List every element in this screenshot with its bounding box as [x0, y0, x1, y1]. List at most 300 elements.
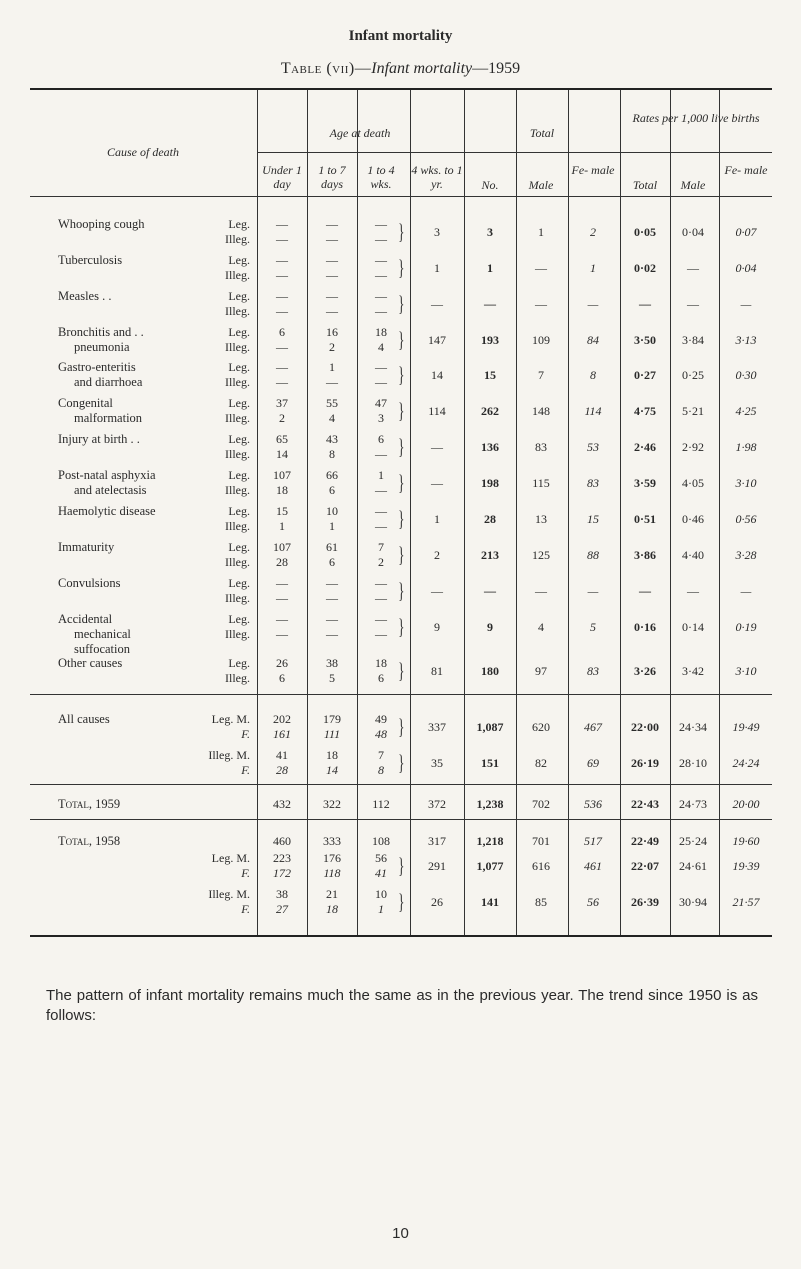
header-cause-of-death: Cause of death: [107, 145, 179, 159]
cell-rate-male: 0·14: [682, 620, 704, 634]
cell-total-male: 4: [538, 620, 544, 634]
cell-rate-male: —: [687, 261, 699, 275]
cause-name: Post-natal asphyxia: [58, 468, 156, 482]
cell-total-no: 1,087: [476, 720, 504, 734]
hline-total-subheader: [464, 152, 620, 153]
row-label-leg: Leg.: [228, 576, 250, 590]
cause-name: Other causes: [58, 656, 123, 670]
cell-illeg-w14: —: [375, 375, 387, 389]
row-label-illeg: Illeg.: [225, 483, 250, 497]
cell-1959-rate-male: 24·73: [679, 797, 707, 811]
cell-illeg-w14: 6: [378, 671, 384, 685]
page-heading: Infant mortality: [348, 28, 453, 44]
cell-1958-row-u1d: 172: [273, 866, 291, 880]
cell-total-female: 83: [587, 476, 599, 490]
cell-rate-total: 4·75: [633, 404, 656, 418]
row-label-illeg: Illeg.: [225, 232, 250, 246]
cell-1958-row-u1d: 223: [273, 851, 291, 865]
cell-1958-row-u1d: 27: [276, 902, 288, 916]
header-rates: Rates per 1,000 live births: [632, 111, 760, 125]
header-no: No.: [481, 178, 499, 192]
cell-1959-rate-female: 20·00: [732, 797, 760, 811]
cell-4wk-1yr: —: [431, 440, 443, 454]
header-male: Male: [528, 178, 554, 192]
cell-rate-male: 0·25: [682, 368, 704, 382]
cell-4wk-1yr: 114: [428, 404, 446, 418]
cell-rate-total: 22·07: [630, 859, 659, 873]
cell-all-u1d: 41: [276, 748, 288, 762]
hline-before-total-1959: [30, 784, 772, 785]
cell-all-d17: 111: [323, 727, 341, 741]
cause-name: Accidental: [58, 612, 113, 626]
cell-rate-female: 19·39: [732, 859, 760, 873]
cell-total-male: 82: [535, 756, 547, 770]
cell-leg-u1d: —: [276, 360, 288, 374]
cell-illeg-w14: 2: [378, 555, 384, 569]
cell-rate-total: 26·19: [630, 756, 659, 770]
cell-leg-u1d: —: [276, 253, 288, 267]
vline-1to4-4wk: [410, 90, 411, 935]
group-brace: }: [398, 506, 405, 531]
header-4wks-to-1yr: 4 wks. to 1 yr.: [411, 163, 463, 191]
cell-total-male: 115: [532, 476, 550, 490]
cell-total-male: 620: [532, 720, 550, 734]
cell-rate-male: 0·04: [682, 225, 704, 239]
cell-leg-d17: 38: [326, 656, 338, 670]
cause-name-cont: malformation: [74, 411, 143, 425]
row-label-leg: Leg.: [228, 540, 250, 554]
row-label-leg: Leg.: [228, 396, 250, 410]
cell-illeg-d17: —: [326, 304, 338, 318]
row-label-leg: Leg.: [228, 217, 250, 231]
cell-leg-w14: 6: [378, 432, 384, 446]
cell-leg-d17: 1: [329, 360, 335, 374]
cell-illeg-w14: —: [375, 627, 387, 641]
cell-all-d17: 14: [326, 763, 338, 777]
cell-rate-total: —: [639, 584, 651, 598]
cell-total-female: 88: [587, 548, 599, 562]
cell-1958-rate-total: 22·49: [630, 834, 659, 848]
row-label-leg: Leg.: [228, 325, 250, 339]
cell-leg-w14: 1: [378, 468, 384, 482]
cell-1958-row-d17: 18: [326, 902, 338, 916]
cause-name: Immaturity: [58, 540, 115, 554]
cell-1958-male: 701: [532, 834, 550, 848]
cell-rate-male: 2·92: [682, 440, 704, 454]
cell-rate-male: 3·42: [682, 664, 704, 678]
row-label-leg: Leg.: [228, 656, 250, 670]
cell-total-no: 9: [487, 620, 493, 634]
cause-name-cont: pneumonia: [74, 340, 130, 354]
group-brace: }: [398, 291, 405, 316]
table-caption-prefix: Table (vii)—: [280, 60, 372, 77]
cell-total-male: 97: [535, 664, 547, 678]
cell-all-w14: 49: [375, 712, 387, 726]
cell-1958-female: 517: [584, 834, 602, 848]
cell-illeg-u1d: —: [276, 304, 288, 318]
cell-illeg-u1d: 18: [276, 483, 288, 497]
cell-4wk-1yr: 14: [431, 368, 443, 382]
cell-total-no: 198: [481, 476, 499, 490]
cell-total-female: 461: [584, 859, 602, 873]
cell-4wk-1yr: 337: [428, 720, 446, 734]
cell-illeg-d17: —: [326, 375, 338, 389]
group-brace: }: [398, 889, 405, 914]
cell-illeg-d17: 5: [329, 671, 335, 685]
cause-name: Congenital: [58, 396, 113, 410]
cell-rate-male: 4·05: [682, 476, 704, 490]
row-label-sex: F.: [241, 866, 250, 880]
cell-total-male: —: [535, 584, 547, 598]
cell-leg-u1d: 37: [276, 396, 288, 410]
cell-4wk-1yr: 3: [434, 225, 440, 239]
cell-illeg-d17: —: [326, 268, 338, 282]
cell-illeg-d17: 8: [329, 447, 335, 461]
cell-total-female: 467: [584, 720, 602, 734]
row-label-sex: F.: [241, 727, 250, 741]
cell-4wk-1yr: 1: [434, 512, 440, 526]
group-brace: }: [398, 658, 405, 683]
cell-1959-w14: 112: [372, 797, 390, 811]
cell-leg-u1d: —: [276, 289, 288, 303]
cell-illeg-w14: —: [375, 591, 387, 605]
cell-rate-female: 3·10: [735, 664, 757, 678]
cell-total-male: —: [535, 261, 547, 275]
cell-total-female: 69: [587, 756, 599, 770]
cell-illeg-w14: —: [375, 447, 387, 461]
group-brace: }: [398, 398, 405, 423]
cell-rate-female: 1·98: [735, 440, 757, 454]
cell-1959-d17: 322: [323, 797, 341, 811]
hline-rates-subheader: [620, 152, 772, 153]
cell-total-male: 83: [535, 440, 547, 454]
table-caption: [0, 60, 801, 78]
row-label-leg: Leg.: [228, 432, 250, 446]
row-label-illeg: Illeg.: [225, 555, 250, 569]
cell-total-male: —: [535, 297, 547, 311]
cell-1959-u1d: 432: [273, 797, 291, 811]
table-bottom-rule: [30, 935, 772, 937]
cell-rate-female: 3·10: [735, 476, 757, 490]
cell-rate-total: 26·39: [630, 895, 659, 909]
cell-illeg-u1d: 14: [276, 447, 288, 461]
cell-1958-row-d17: 176: [323, 851, 341, 865]
cell-total-female: 56: [587, 895, 599, 909]
cell-total-no: 180: [481, 664, 499, 678]
row-label-leg: Leg.: [228, 504, 250, 518]
cell-leg-w14: —: [375, 253, 387, 267]
cell-leg-u1d: —: [276, 576, 288, 590]
group-brace: }: [398, 470, 405, 495]
cell-1958-d17: 333: [323, 834, 341, 848]
cell-illeg-w14: —: [375, 519, 387, 533]
cell-total-no: 15: [484, 368, 496, 382]
cell-illeg-d17: 2: [329, 340, 335, 354]
cell-all-u1d: 202: [273, 712, 291, 726]
cell-illeg-d17: 6: [329, 483, 335, 497]
row-label-illeg: Illeg.: [225, 519, 250, 533]
cell-leg-d17: 10: [326, 504, 338, 518]
cell-rate-female: 0·04: [735, 261, 757, 275]
cell-leg-w14: 47: [375, 396, 387, 410]
row-label-illeg: Illeg.: [225, 304, 250, 318]
cell-total-female: 53: [587, 440, 599, 454]
cell-all-d17: 179: [323, 712, 341, 726]
cell-rate-female: 21·57: [732, 895, 760, 909]
cell-leg-d17: —: [326, 612, 338, 626]
cell-all-u1d: 28: [276, 763, 288, 777]
cell-illeg-w14: —: [375, 483, 387, 497]
cell-leg-w14: —: [375, 612, 387, 626]
cell-leg-d17: —: [326, 217, 338, 231]
cause-name: Haemolytic disease: [58, 504, 156, 518]
cause-name-cont: suffocation: [74, 642, 131, 656]
cell-leg-d17: 61: [326, 540, 338, 554]
cell-illeg-u1d: —: [276, 232, 288, 246]
cell-rate-male: 0·46: [682, 512, 704, 526]
cell-illeg-w14: —: [375, 268, 387, 282]
cell-illeg-u1d: —: [276, 268, 288, 282]
cell-total-no: —: [484, 584, 496, 598]
cell-leg-d17: 66: [326, 468, 338, 482]
cell-rate-female: —: [740, 297, 752, 311]
cell-rate-male: 4·40: [682, 548, 704, 562]
cell-rate-female: 3·13: [735, 333, 757, 347]
cell-rate-female: 19·49: [732, 720, 760, 734]
group-brace: }: [398, 255, 405, 280]
cell-all-u1d: 161: [273, 727, 291, 741]
cell-total-female: 1: [590, 261, 596, 275]
cell-rate-total: 22·00: [630, 720, 659, 734]
group-brace: }: [398, 853, 405, 878]
cell-rate-female: 4·25: [735, 404, 757, 418]
cell-total-male: 7: [538, 368, 544, 382]
cell-rate-male: 24·61: [679, 859, 707, 873]
cell-illeg-w14: —: [375, 304, 387, 318]
cell-1958-u1d: 460: [273, 834, 291, 848]
cell-4wk-1yr: 26: [431, 895, 443, 909]
row-label-sex: Illeg. M.: [208, 748, 250, 762]
cell-total-female: 5: [590, 620, 596, 634]
group-brace: }: [398, 542, 405, 567]
cell-total-no: 151: [481, 756, 499, 770]
cell-leg-u1d: —: [276, 217, 288, 231]
cell-total-female: 15: [587, 512, 599, 526]
cell-rate-female: —: [740, 584, 752, 598]
row-label-sex: F.: [241, 763, 250, 777]
cell-rate-male: 28·10: [679, 756, 707, 770]
row-label-sex: F.: [241, 902, 250, 916]
cause-name: Bronchitis and . .: [58, 325, 144, 339]
cause-name: Injury at birth . .: [58, 432, 140, 446]
cell-1958-row-w14: 41: [375, 866, 387, 880]
group-brace: }: [398, 219, 405, 244]
cell-rate-female: 3·28: [735, 548, 757, 562]
cause-name: Gastro-enteritis: [58, 360, 136, 374]
cell-1958-w4y: 317: [428, 834, 446, 848]
cell-rate-total: 0·16: [633, 620, 656, 634]
vline-age-total: [464, 90, 465, 935]
cell-illeg-d17: 6: [329, 555, 335, 569]
body-paragraph: The pattern of infant mortality remains much the same as in the previous year. The trend since 1950 is as follows:: [46, 987, 758, 1024]
cell-4wk-1yr: 2: [434, 548, 440, 562]
row-label-leg: Leg.: [228, 253, 250, 267]
cell-leg-d17: 43: [326, 432, 338, 446]
cause-name-cont: and diarrhoea: [74, 375, 143, 389]
header-rate-total: Total: [632, 178, 658, 192]
cell-1959-rate-total: 22·43: [630, 797, 659, 811]
row-label-leg: Leg.: [228, 360, 250, 374]
row-label-leg: Leg.: [228, 612, 250, 626]
header-1-to-7-days: 1 to 7 days: [318, 163, 346, 191]
cell-total-female: —: [587, 584, 599, 598]
cell-total-male: 1: [538, 225, 544, 239]
header-age-at-death: Age at death: [329, 126, 391, 140]
cell-leg-d17: —: [326, 576, 338, 590]
cell-rate-total: 3·59: [633, 476, 656, 490]
cell-rate-total: 2·46: [633, 440, 656, 454]
table-caption-year: —1959: [472, 60, 521, 77]
cell-illeg-u1d: 6: [279, 671, 285, 685]
cell-all-w14: 7: [378, 748, 384, 762]
header-rate-female: Fe- male: [724, 163, 768, 177]
cell-rate-male: —: [687, 297, 699, 311]
cell-total-female: 83: [587, 664, 599, 678]
cell-total-no: 193: [481, 333, 499, 347]
cell-illeg-u1d: —: [276, 375, 288, 389]
cell-total-no: 213: [481, 548, 499, 562]
cell-leg-u1d: 65: [276, 432, 288, 446]
cell-leg-w14: —: [375, 360, 387, 374]
cell-leg-w14: —: [375, 289, 387, 303]
group-brace: }: [398, 327, 405, 352]
cell-4wk-1yr: 147: [428, 333, 446, 347]
cell-leg-u1d: —: [276, 612, 288, 626]
cell-1958-row-w14: 1: [378, 902, 384, 916]
cell-total-female: —: [587, 297, 599, 311]
cell-total-no: 28: [484, 512, 496, 526]
cell-total-female: 8: [590, 368, 596, 382]
cell-rate-male: 3·84: [682, 333, 704, 347]
cell-leg-u1d: 107: [273, 540, 291, 554]
cell-leg-w14: 7: [378, 540, 384, 554]
hline-before-all-causes: [30, 694, 772, 695]
table-top-rule: [30, 88, 772, 90]
cell-total-no: 1,077: [476, 859, 504, 873]
row-label-illeg: Illeg.: [225, 340, 250, 354]
cell-rate-male: 24·34: [679, 720, 707, 734]
cell-illeg-d17: 4: [329, 411, 335, 425]
cell-rate-male: —: [687, 584, 699, 598]
cell-total-no: 141: [481, 895, 499, 909]
cell-illeg-w14: 4: [378, 340, 384, 354]
cell-rate-female: 0·07: [735, 225, 757, 239]
table-caption-title: Infant mortality: [371, 60, 473, 77]
total-1959-label: Total, 1959: [58, 797, 121, 811]
cell-rate-total: 0·27: [633, 368, 656, 382]
cell-total-male: 109: [532, 333, 550, 347]
cell-illeg-w14: —: [375, 232, 387, 246]
cell-4wk-1yr: —: [431, 476, 443, 490]
cell-rate-total: 0·02: [633, 261, 656, 275]
cause-name: Measles . .: [58, 289, 112, 303]
cause-name-cont: mechanical: [74, 627, 131, 641]
page-number: 10: [392, 1225, 409, 1242]
cell-rate-total: 3·86: [633, 548, 656, 562]
group-brace: }: [398, 614, 405, 639]
cell-4wk-1yr: 1: [434, 261, 440, 275]
cell-4wk-1yr: 81: [431, 664, 443, 678]
cell-1959-male: 702: [532, 797, 550, 811]
cell-rate-female: 0·30: [735, 368, 757, 382]
cell-all-w14: 48: [375, 727, 387, 741]
cause-name-cont: and atelectasis: [74, 483, 147, 497]
group-brace: }: [398, 578, 405, 603]
cell-all-w14: 8: [378, 763, 384, 777]
cell-leg-d17: 55: [326, 396, 338, 410]
header-total: Total: [529, 126, 555, 140]
row-label-leg: Leg.: [228, 468, 250, 482]
group-brace: }: [398, 714, 405, 739]
cell-illeg-u1d: 2: [279, 411, 285, 425]
hline-before-total-1958: [30, 819, 772, 820]
header-rate-male: Male: [680, 178, 706, 192]
cell-total-male: 125: [532, 548, 550, 562]
cell-rate-female: 24·24: [732, 756, 760, 770]
row-label-illeg: Illeg.: [225, 591, 250, 605]
cell-total-male: 13: [535, 512, 547, 526]
hline-header-bottom: [30, 196, 772, 197]
cell-leg-u1d: 107: [273, 468, 291, 482]
cell-rate-total: —: [639, 297, 651, 311]
cell-leg-u1d: 15: [276, 504, 288, 518]
cell-leg-w14: —: [375, 576, 387, 590]
cell-total-no: 136: [481, 440, 499, 454]
cell-illeg-d17: 1: [329, 519, 335, 533]
total-1958-label: Total, 1958: [58, 834, 121, 848]
cell-total-no: —: [484, 297, 496, 311]
cell-1958-row-w14: 10: [375, 887, 387, 901]
cell-illeg-w14: 3: [378, 411, 384, 425]
row-label-illeg: Illeg.: [225, 375, 250, 389]
cell-illeg-u1d: —: [276, 340, 288, 354]
cell-total-female: 84: [587, 333, 599, 347]
cell-1958-rate-female: 19·60: [732, 834, 760, 848]
cell-1959-w4y: 372: [428, 797, 446, 811]
cell-rate-female: 0·19: [735, 620, 757, 634]
hline-age-subheader: [257, 152, 464, 153]
cell-illeg-u1d: 28: [276, 555, 288, 569]
cell-total-female: 2: [590, 225, 596, 239]
cell-1958-w14: 108: [372, 834, 390, 848]
group-brace: }: [398, 362, 405, 387]
cell-leg-d17: —: [326, 289, 338, 303]
cell-leg-u1d: 6: [279, 325, 285, 339]
cell-illeg-d17: —: [326, 232, 338, 246]
cell-leg-d17: —: [326, 253, 338, 267]
row-label-illeg: Illeg.: [225, 447, 250, 461]
cell-rate-male: 5·21: [682, 404, 704, 418]
row-label-illeg: Illeg.: [225, 627, 250, 641]
cause-name: Convulsions: [58, 576, 121, 590]
cell-illeg-d17: —: [326, 591, 338, 605]
row-label-sex: Illeg. M.: [208, 887, 250, 901]
cell-1958-row-d17: 118: [323, 866, 341, 880]
cell-4wk-1yr: —: [431, 297, 443, 311]
cell-leg-w14: —: [375, 217, 387, 231]
all-causes-label: All causes: [58, 712, 110, 726]
row-label-illeg: Illeg.: [225, 268, 250, 282]
